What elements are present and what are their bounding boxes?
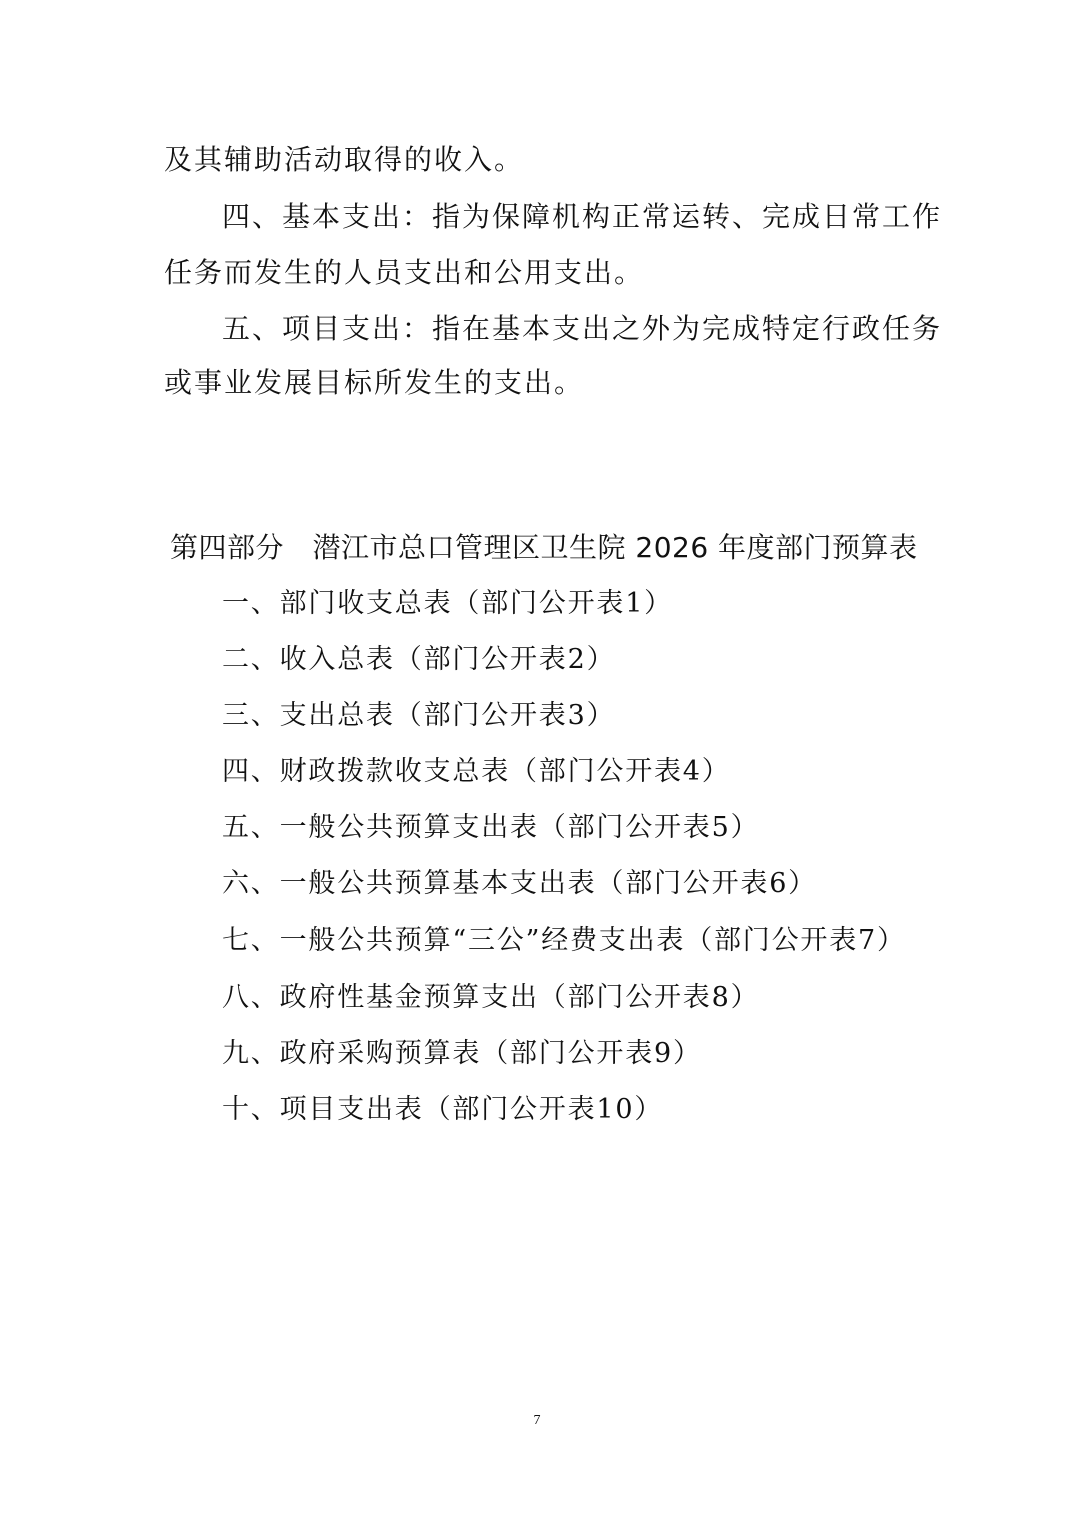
paragraph-line-income: 及其辅助活动取得的收入。 [164, 143, 525, 176]
toc-item: 一、部门收支总表（部门公开表1） [222, 588, 673, 619]
page-number: 7 [533, 1413, 541, 1428]
toc-item: 六、一般公共预算基本支出表（部门公开表6） [222, 868, 817, 899]
toc-item: 十、项目支出表（部门公开表10） [222, 1094, 664, 1125]
toc-item: 二、收入总表（部门公开表2） [222, 644, 616, 675]
toc-item: 八、政府性基金预算支出（部门公开表8） [222, 982, 760, 1013]
paragraph-line-basic-expenditure-cont: 任务而发生的人员支出和公用支出。 [164, 256, 645, 289]
paragraph-line-project-expenditure: 五、项目支出：指在基本支出之外为完成特定行政任务 [222, 312, 943, 345]
toc-item: 五、一般公共预算支出表（部门公开表5） [222, 812, 760, 843]
toc-item: 九、政府采购预算表（部门公开表9） [222, 1038, 702, 1069]
section-title: 第四部分 潜江市总口管理区卫生院 2026 年度部门预算表 [170, 531, 918, 564]
toc-item: 三、支出总表（部门公开表3） [222, 700, 616, 731]
paragraph-line-project-expenditure-cont: 或事业发展目标所发生的支出。 [164, 366, 585, 399]
toc-item: 七、一般公共预算“三公”经费支出表（部门公开表7） [222, 925, 906, 956]
paragraph-line-basic-expenditure: 四、基本支出：指为保障机构正常运转、完成日常工作 [222, 200, 943, 233]
toc-item: 四、财政拨款收支总表（部门公开表4） [222, 756, 731, 787]
